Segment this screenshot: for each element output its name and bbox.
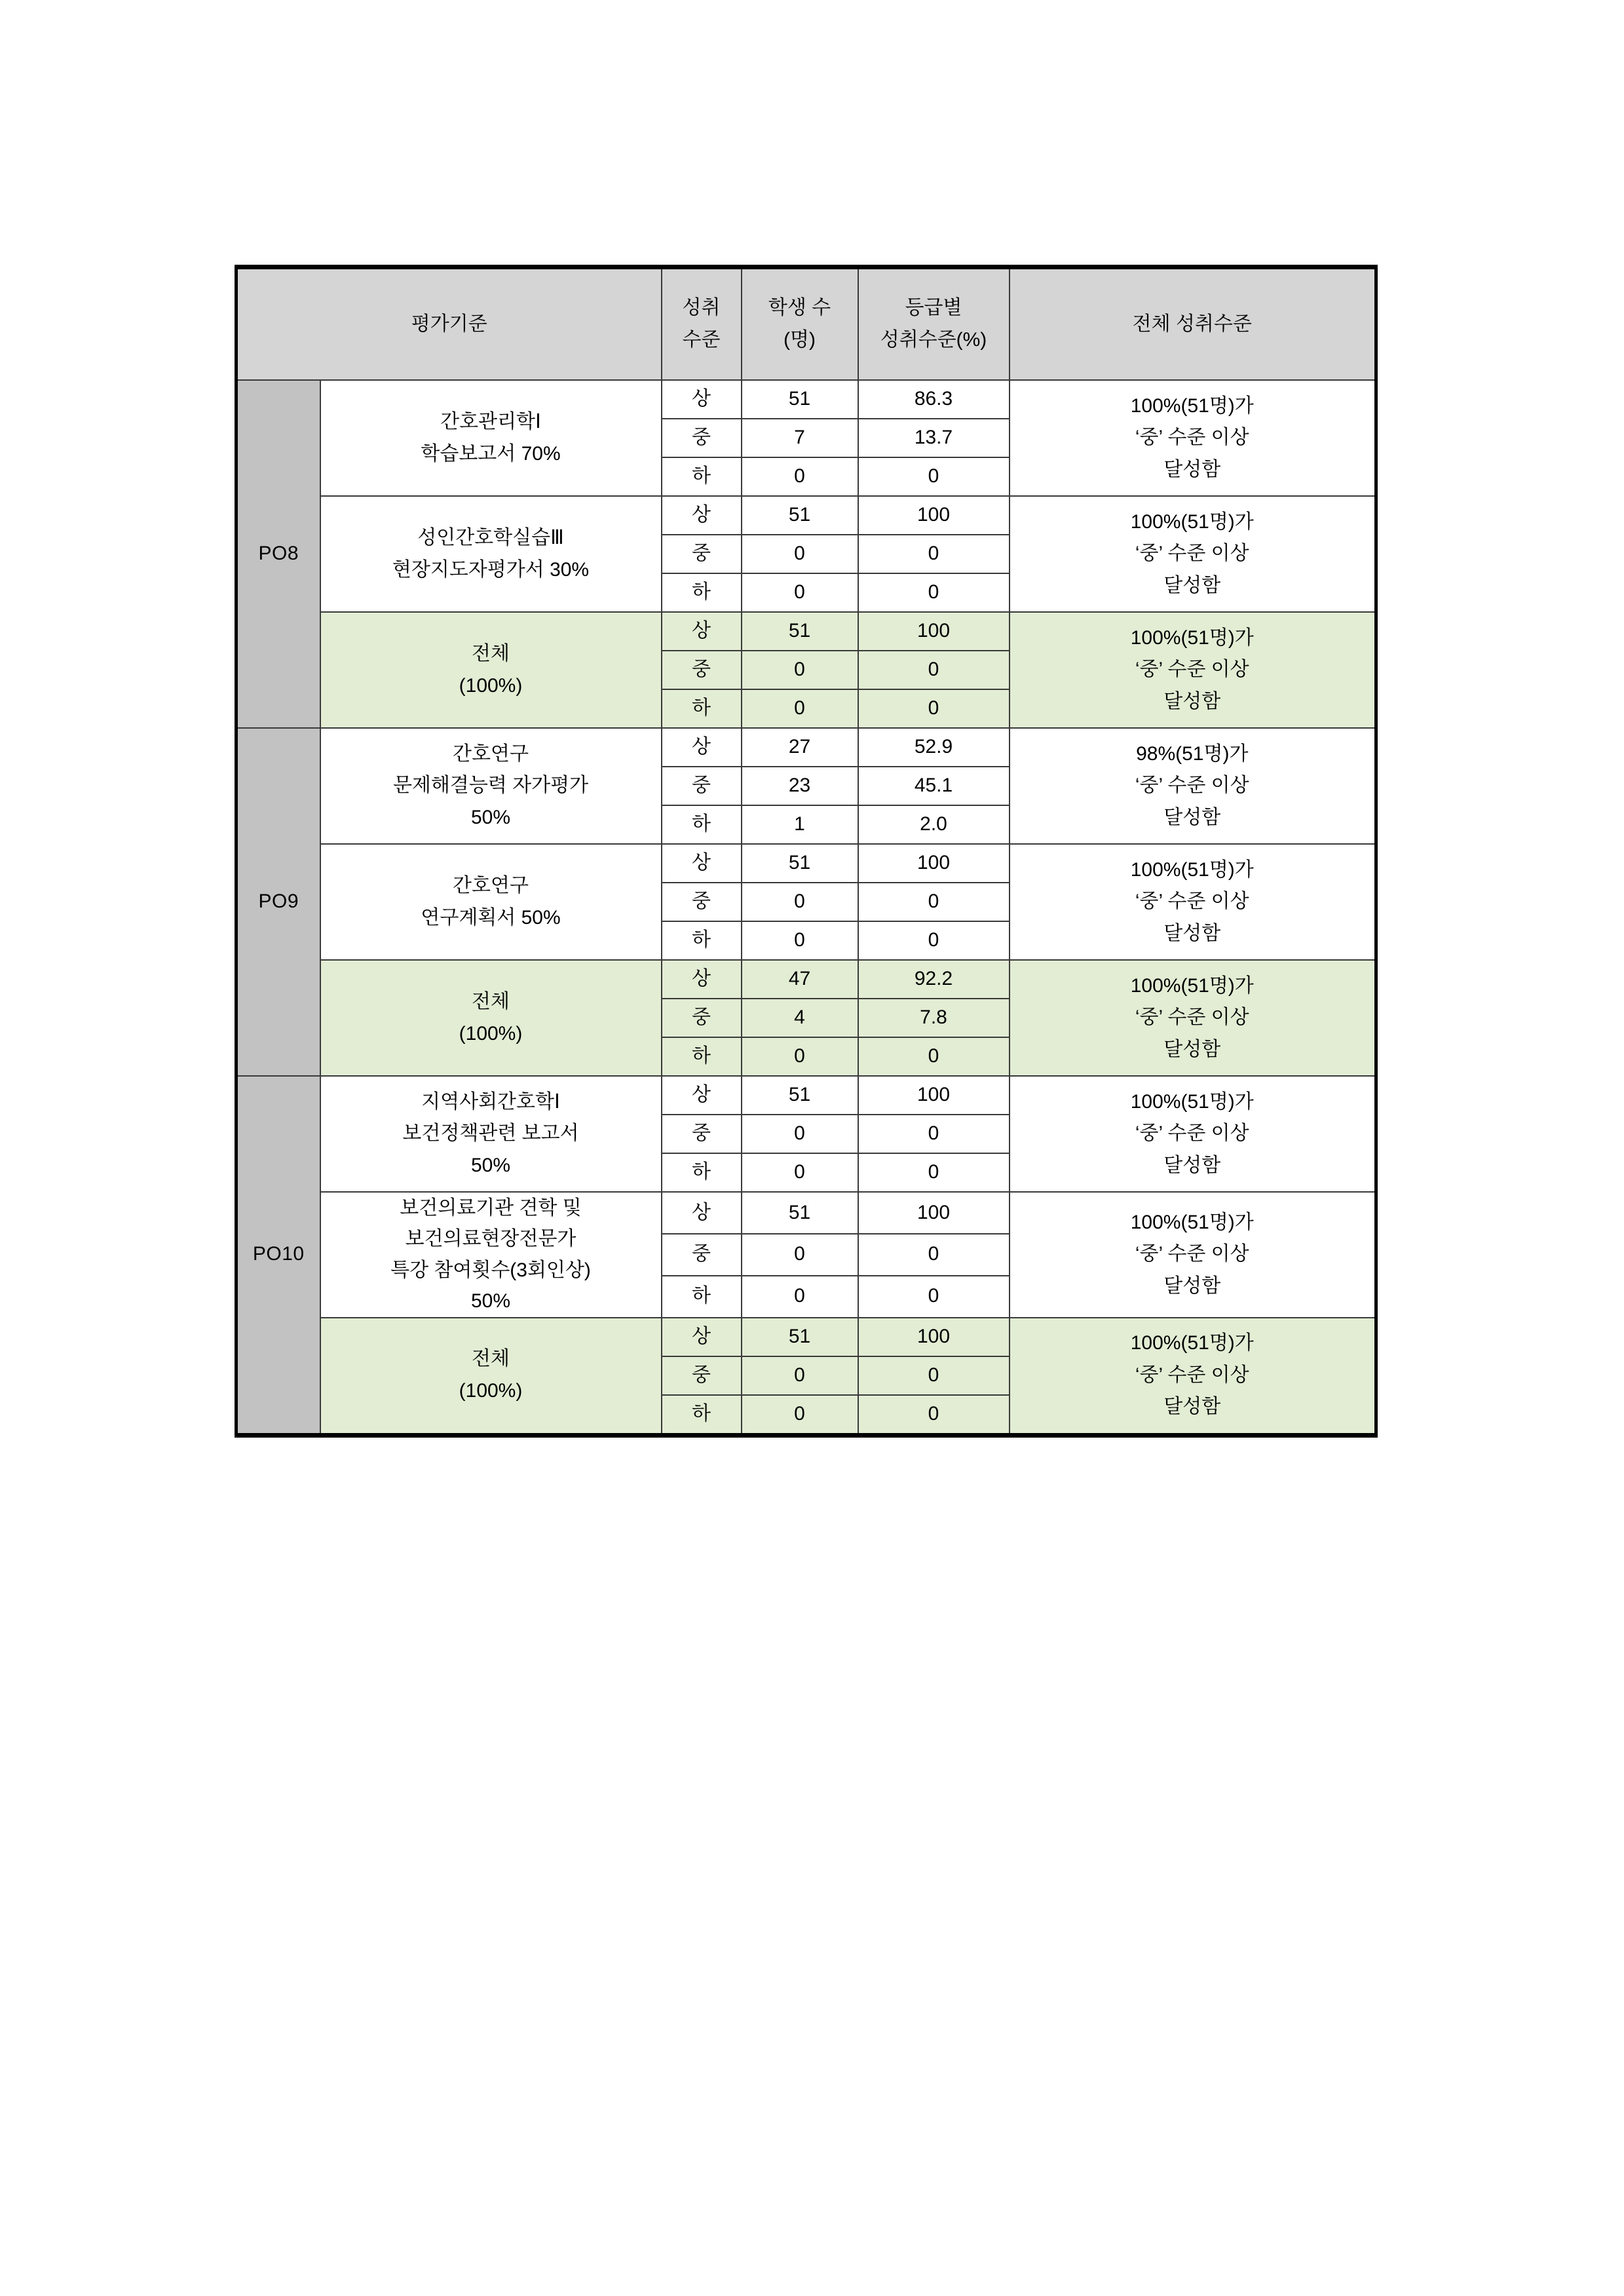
achievement-level-value: 중	[662, 1115, 742, 1153]
student-count-value: 0	[742, 1153, 858, 1192]
header-achievement-level	[662, 267, 742, 381]
level-percentage-value: 45.1	[858, 767, 1010, 805]
table-row	[236, 844, 1376, 883]
overall-achievement-summary	[1010, 1318, 1376, 1436]
student-count-value: 0	[742, 1356, 858, 1395]
overall-achievement-summary-line3: 달성함	[1163, 690, 1221, 712]
achievement-level-value: 하	[662, 1276, 742, 1318]
student-count-value: 47	[742, 960, 858, 999]
criterion-description-line2: (100%)	[459, 674, 523, 697]
student-count-value: 4	[742, 999, 858, 1037]
criterion-description-line2: 학습보고서 70%	[421, 442, 561, 465]
student-count-value: 7	[742, 419, 858, 457]
student-count-value: 51	[742, 1192, 858, 1234]
criterion-description	[320, 496, 662, 612]
overall-achievement-summary	[1010, 612, 1376, 728]
achievement-level-value: 하	[662, 1153, 742, 1192]
criterion-description	[320, 1076, 662, 1192]
criterion-description	[320, 960, 662, 1076]
level-percentage-value: 0	[858, 1037, 1010, 1076]
achievement-level-value: 상	[662, 1318, 742, 1356]
overall-achievement-summary-line3: 달성함	[1163, 1275, 1221, 1297]
overall-achievement-summary	[1010, 380, 1376, 496]
level-percentage-value: 100	[858, 1192, 1010, 1234]
overall-achievement-summary-line1: 98%(51명)가	[1136, 742, 1249, 765]
criterion-description-line2: (100%)	[459, 1022, 523, 1044]
criterion-description-line3: 50%	[470, 1154, 511, 1176]
level-percentage-value: 52.9	[858, 728, 1010, 767]
level-percentage-value: 0	[858, 1115, 1010, 1153]
overall-achievement-summary-line1: 100%(51명)가	[1130, 858, 1254, 881]
level-percentage-value: 0	[858, 1234, 1010, 1276]
header-criteria: 평가기준	[236, 267, 662, 381]
table-body	[236, 380, 1376, 1435]
overall-achievement-summary	[1010, 1192, 1376, 1318]
header-student-count	[742, 267, 858, 381]
table-row	[236, 1192, 1376, 1234]
overall-achievement-summary-line2: ‘중’ 수준 이상	[1135, 1122, 1249, 1145]
header-student-count-line1: 학생 수	[768, 297, 831, 319]
po-label-po10: PO10	[236, 1076, 320, 1435]
criterion-description-line1: 전체	[472, 642, 510, 664]
overall-achievement-summary-line2: ‘중’ 수준 이상	[1135, 775, 1249, 797]
achievement-level-value: 상	[662, 728, 742, 767]
level-percentage-value: 0	[858, 921, 1010, 960]
student-count-value: 0	[742, 651, 858, 689]
criterion-description-line1: 성인간호학실습Ⅲ	[417, 526, 564, 548]
criterion-description-line3: 50%	[470, 806, 511, 828]
table-row	[236, 380, 1376, 419]
achievement-level-value: 상	[662, 1076, 742, 1115]
criterion-description-line2: 보건정책관련 보고서	[402, 1122, 579, 1145]
criterion-description-line1: 전체	[472, 1348, 510, 1370]
student-count-value: 51	[742, 612, 858, 651]
achievement-level-value: 중	[662, 1356, 742, 1395]
level-percentage-value: 0	[858, 1153, 1010, 1192]
overall-achievement-summary-line3: 달성함	[1163, 458, 1221, 480]
achievement-level-value: 중	[662, 419, 742, 457]
achievement-level-value: 하	[662, 805, 742, 844]
student-count-value: 51	[742, 1076, 858, 1115]
student-count-value: 0	[742, 535, 858, 573]
criterion-description-line1: 간호연구	[453, 874, 529, 896]
achievement-table-container	[235, 265, 1374, 1438]
criterion-description-line1: 보건의료기관 견학 및	[400, 1197, 582, 1219]
level-percentage-value: 100	[858, 612, 1010, 651]
overall-achievement-summary-line1: 100%(51명)가	[1130, 1332, 1254, 1354]
level-percentage-value: 0	[858, 1395, 1010, 1436]
criterion-description	[320, 612, 662, 728]
overall-achievement-summary	[1010, 728, 1376, 844]
level-percentage-value: 100	[858, 1076, 1010, 1115]
student-count-value: 0	[742, 921, 858, 960]
overall-achievement-summary-line2: ‘중’ 수준 이상	[1135, 659, 1249, 681]
criterion-description	[320, 728, 662, 844]
criterion-description	[320, 1192, 662, 1318]
student-count-value: 0	[742, 573, 858, 612]
table-row	[236, 728, 1376, 767]
criterion-description	[320, 380, 662, 496]
table-header	[236, 267, 1376, 381]
student-count-value: 51	[742, 1318, 858, 1356]
student-count-value: 0	[742, 1395, 858, 1436]
student-count-value: 0	[742, 1115, 858, 1153]
level-percentage-value: 2.0	[858, 805, 1010, 844]
achievement-level-value: 하	[662, 921, 742, 960]
table-row	[236, 1076, 1376, 1115]
achievement-table	[235, 265, 1378, 1438]
level-percentage-value: 100	[858, 496, 1010, 535]
level-percentage-value: 0	[858, 651, 1010, 689]
criterion-description-line2: 문제해결능력 자가평가	[392, 775, 589, 797]
achievement-level-value: 하	[662, 1395, 742, 1436]
student-count-value: 1	[742, 805, 858, 844]
table-row	[236, 612, 1376, 651]
level-percentage-value: 0	[858, 535, 1010, 573]
criterion-description-line2: 현장지도자평가서 30%	[392, 558, 590, 581]
achievement-level-value: 중	[662, 767, 742, 805]
header-achievement-level-line2: 수준	[682, 329, 721, 351]
header-achievement-level-line1: 성취	[682, 297, 721, 319]
student-count-value: 23	[742, 767, 858, 805]
overall-achievement-summary-line1: 100%(51명)가	[1130, 626, 1254, 649]
overall-achievement-summary-line2: ‘중’ 수준 이상	[1135, 543, 1249, 565]
level-percentage-value: 92.2	[858, 960, 1010, 999]
achievement-level-value: 상	[662, 380, 742, 419]
criterion-description-line1: 간호연구	[453, 742, 529, 765]
level-percentage-value: 0	[858, 883, 1010, 921]
header-row	[236, 267, 1376, 381]
student-count-value: 51	[742, 844, 858, 883]
criterion-description	[320, 1318, 662, 1436]
overall-achievement-summary-line3: 달성함	[1163, 1396, 1221, 1418]
achievement-level-value: 하	[662, 573, 742, 612]
header-level-percentage	[858, 267, 1010, 381]
achievement-level-value: 중	[662, 883, 742, 921]
level-percentage-value: 100	[858, 844, 1010, 883]
overall-achievement-summary-line3: 달성함	[1163, 922, 1221, 944]
level-percentage-value: 0	[858, 1356, 1010, 1395]
achievement-level-value: 중	[662, 535, 742, 573]
table-row	[236, 1318, 1376, 1356]
achievement-level-value: 상	[662, 1192, 742, 1234]
header-student-count-line2: (명)	[784, 329, 816, 351]
student-count-value: 0	[742, 457, 858, 496]
table-row	[236, 496, 1376, 535]
achievement-level-value: 상	[662, 960, 742, 999]
criterion-description-line3: 특강 참여횟수(3회인상)	[390, 1259, 591, 1281]
criterion-description-line1: 간호관리학Ⅰ	[440, 410, 541, 432]
overall-achievement-summary-line3: 달성함	[1163, 1038, 1221, 1060]
overall-achievement-summary	[1010, 844, 1376, 960]
achievement-level-value: 하	[662, 457, 742, 496]
student-count-value: 0	[742, 883, 858, 921]
student-count-value: 0	[742, 1276, 858, 1318]
overall-achievement-summary-line2: ‘중’ 수준 이상	[1135, 890, 1249, 913]
overall-achievement-summary-line1: 100%(51명)가	[1130, 1090, 1254, 1113]
achievement-level-value: 중	[662, 999, 742, 1037]
overall-achievement-summary-line3: 달성함	[1163, 806, 1221, 828]
achievement-level-value: 상	[662, 844, 742, 883]
criterion-description	[320, 844, 662, 960]
criterion-description-line2: 보건의료현장전문가	[405, 1228, 576, 1250]
student-count-value: 0	[742, 689, 858, 728]
overall-achievement-summary-line1: 100%(51명)가	[1130, 394, 1254, 417]
header-overall-achievement: 전체 성취수준	[1010, 267, 1376, 381]
overall-achievement-summary-line2: ‘중’ 수준 이상	[1135, 427, 1249, 449]
overall-achievement-summary-line2: ‘중’ 수준 이상	[1135, 1364, 1249, 1386]
overall-achievement-summary-line1: 100%(51명)가	[1130, 510, 1254, 533]
level-percentage-value: 7.8	[858, 999, 1010, 1037]
header-level-percentage-line1: 등급별	[905, 297, 962, 319]
overall-achievement-summary-line2: ‘중’ 수준 이상	[1135, 1243, 1249, 1265]
overall-achievement-summary-line3: 달성함	[1163, 574, 1221, 596]
po-label-po8: PO8	[236, 380, 320, 728]
achievement-level-value: 상	[662, 496, 742, 535]
achievement-level-value: 상	[662, 612, 742, 651]
achievement-level-value: 중	[662, 1234, 742, 1276]
level-percentage-value: 0	[858, 689, 1010, 728]
criterion-description-line2: 연구계획서 50%	[421, 906, 561, 928]
criterion-description-line4: 50%	[470, 1290, 511, 1312]
level-percentage-value: 0	[858, 457, 1010, 496]
header-level-percentage-line2: 성취수준(%)	[880, 329, 987, 351]
overall-achievement-summary	[1010, 496, 1376, 612]
student-count-value: 51	[742, 380, 858, 419]
criterion-description-line2: (100%)	[459, 1380, 523, 1402]
overall-achievement-summary-line2: ‘중’ 수준 이상	[1135, 1006, 1249, 1029]
po-label-po9: PO9	[236, 728, 320, 1076]
achievement-level-value: 하	[662, 1037, 742, 1076]
overall-achievement-summary-line1: 100%(51명)가	[1130, 974, 1254, 997]
level-percentage-value: 13.7	[858, 419, 1010, 457]
level-percentage-value: 0	[858, 573, 1010, 612]
achievement-level-value: 중	[662, 651, 742, 689]
criterion-description-line1: 전체	[472, 990, 510, 1012]
student-count-value: 27	[742, 728, 858, 767]
overall-achievement-summary	[1010, 1076, 1376, 1192]
level-percentage-value: 0	[858, 1276, 1010, 1318]
level-percentage-value: 100	[858, 1318, 1010, 1356]
overall-achievement-summary	[1010, 960, 1376, 1076]
overall-achievement-summary-line1: 100%(51명)가	[1130, 1211, 1254, 1233]
level-percentage-value: 86.3	[858, 380, 1010, 419]
table-row	[236, 960, 1376, 999]
overall-achievement-summary-line3: 달성함	[1163, 1154, 1221, 1176]
student-count-value: 0	[742, 1037, 858, 1076]
student-count-value: 51	[742, 496, 858, 535]
student-count-value: 0	[742, 1234, 858, 1276]
achievement-level-value: 하	[662, 689, 742, 728]
criterion-description-line1: 지역사회간호학Ⅰ	[421, 1090, 560, 1113]
